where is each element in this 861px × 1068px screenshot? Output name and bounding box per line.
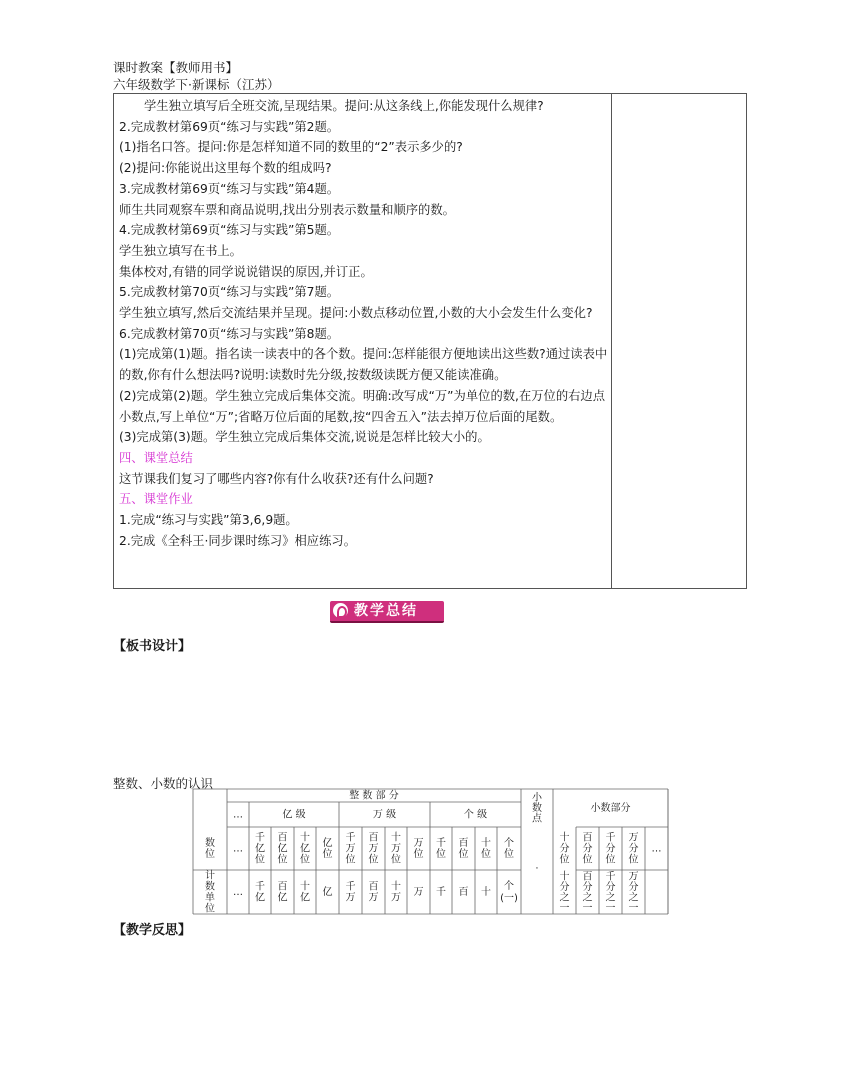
ellipsis: … (233, 843, 243, 855)
place-cell (255, 832, 265, 866)
svg-text:分: 分 (559, 881, 570, 893)
svg-text:亿: 亿 (255, 892, 265, 904)
unit-cell (481, 885, 491, 898)
svg-text:十: 十 (300, 881, 310, 893)
svg-text:位: 位 (205, 849, 215, 860)
place-cell (323, 836, 333, 860)
svg-text:位: 位 (322, 849, 333, 860)
lesson-paragraph: (2)完成第(2)题。学生独立完成后集体交流。明确:改写成“万”为单位的数,在万位的右边点小数点,写上单位“万”;省略万位后面的尾数,按“四舍五入”法去掉万位后面的尾数。 (119, 388, 606, 424)
section-heading: 四、课堂总结 (119, 450, 193, 465)
section-heading: 五、课堂作业 (119, 492, 193, 507)
svg-text:十: 十 (391, 832, 401, 844)
svg-text:十: 十 (481, 838, 491, 849)
svg-text:千: 千 (255, 832, 265, 844)
svg-text:千: 千 (605, 871, 616, 883)
svg-text:之: 之 (559, 892, 570, 904)
lesson-paragraph: 3.完成教材第69页“练习与实践”第4题。 (119, 181, 340, 196)
place-cell (300, 831, 310, 866)
svg-text:百: 百 (458, 887, 469, 898)
svg-text:一: 一 (582, 902, 593, 914)
row-label-place (205, 836, 215, 860)
svg-text:位: 位 (436, 849, 446, 860)
svg-text:千: 千 (436, 887, 446, 898)
svg-text:一: 一 (559, 902, 570, 914)
svg-text:百: 百 (368, 832, 379, 844)
svg-text:万: 万 (628, 832, 639, 844)
svg-text:百: 百 (368, 881, 379, 893)
svg-text:位: 位 (559, 854, 570, 866)
lesson-paragraph: (2)提问:你能说出这里每个数的组成吗? (119, 161, 332, 176)
svg-text:千: 千 (345, 832, 356, 844)
unit-cell (459, 886, 469, 898)
place-cell (459, 837, 469, 860)
svg-text:万: 万 (628, 871, 639, 883)
svg-text:计: 计 (205, 870, 215, 882)
svg-text:点: 点 (532, 813, 542, 825)
svg-text:亿: 亿 (300, 892, 310, 904)
lesson-paragraph: 集体校对,有错的同学说说错误的原因,并订正。 (119, 264, 373, 279)
svg-text:位: 位 (391, 854, 401, 866)
svg-text:亿: 亿 (277, 892, 288, 904)
svg-text:万: 万 (368, 892, 379, 904)
svg-text:之: 之 (605, 892, 616, 904)
lesson-paragraph: 5.完成教材第70页“练习与实践”第7题。 (119, 285, 340, 300)
svg-text:十: 十 (481, 887, 491, 898)
svg-text:亿: 亿 (255, 843, 265, 855)
decimal-dot: · (535, 863, 539, 875)
place-cell (391, 831, 401, 866)
svg-text:一: 一 (605, 902, 616, 914)
unit-cell (560, 869, 570, 914)
svg-text:千: 千 (605, 832, 616, 844)
lesson-paragraph: 学生独立填写后全班交流,呈现结果。提问:从这条线上,你能发现什么规律? (144, 99, 544, 113)
place-cell (560, 831, 570, 866)
level-header: 个 级 (463, 809, 488, 821)
unit-cell (606, 870, 616, 914)
lesson-paragraph: 2.完成《全科王·同步课时练习》相应练习。 (119, 533, 356, 548)
svg-text:小: 小 (532, 792, 542, 804)
svg-text:位: 位 (504, 849, 514, 860)
place-cell (346, 832, 356, 866)
svg-text:位: 位 (605, 854, 616, 866)
svg-text:万: 万 (345, 843, 356, 855)
svg-text:亿: 亿 (322, 838, 333, 849)
svg-text:十: 十 (559, 871, 570, 883)
svg-text:百: 百 (277, 832, 288, 844)
svg-text:个: 个 (504, 881, 514, 892)
svg-text:百: 百 (458, 838, 469, 849)
svg-text:万: 万 (345, 892, 356, 904)
ellipsis: … (233, 887, 243, 898)
integer-part-header: 整 数 部 分 (349, 790, 399, 802)
lesson-paragraph: 4.完成教材第69页“练习与实践”第5题。 (119, 223, 340, 238)
place-cell (504, 836, 514, 860)
unit-cell (323, 885, 333, 898)
svg-text:分: 分 (582, 843, 593, 855)
lesson-paragraph: 学生独立填写在书上。 (119, 243, 242, 258)
svg-text:分: 分 (605, 881, 616, 893)
lesson-paragraph: (1)完成第(1)题。指名读一读表中的各个数。提问:怎样能很方便地读出这些数?通过读表中的数,你有什么想法吗?说明:读数时先分级,按数级读既方便又能读准确。 (119, 347, 608, 383)
svg-text:十: 十 (300, 832, 310, 844)
lesson-paragraph: 2.完成教材第69页“练习与实践”第2题。 (119, 119, 340, 134)
svg-text:千: 千 (255, 881, 265, 893)
ellipsis: … (233, 809, 243, 821)
place-cell (481, 836, 491, 860)
place-cell (629, 832, 639, 866)
place-cell (369, 832, 379, 866)
svg-text:亿: 亿 (322, 887, 333, 898)
unit-cell (436, 886, 446, 898)
place-cell (414, 837, 424, 860)
unit-cell (500, 879, 518, 904)
svg-text:千: 千 (436, 838, 446, 849)
svg-text:万: 万 (413, 838, 424, 849)
svg-text:位: 位 (300, 854, 310, 866)
svg-text:位: 位 (481, 849, 491, 860)
row-label-unit (205, 869, 215, 915)
svg-text:位: 位 (582, 854, 593, 866)
lesson-paragraph: (3)完成第(3)题。学生独立完成后集体交流,说说是怎样比较大小的。 (119, 430, 490, 445)
board-design-heading: 【板书设计】 (113, 639, 192, 654)
svg-text:(一): (一) (500, 893, 518, 904)
lesson-paragraph: 6.完成教材第70页“练习与实践”第8题。 (119, 326, 340, 341)
lesson-paragraph: 1.完成“练习与实践”第3,6,9题。 (119, 513, 298, 528)
svg-text:万: 万 (413, 887, 424, 898)
units-table-title: 整数、小数的认识 (113, 776, 214, 791)
svg-text:数: 数 (205, 838, 215, 849)
unit-cell (255, 881, 265, 904)
svg-text:分: 分 (582, 881, 593, 893)
svg-text:分: 分 (628, 843, 639, 855)
svg-text:百: 百 (277, 881, 288, 893)
svg-text:位: 位 (628, 854, 639, 866)
lesson-paragraph: 学生独立填写,然后交流结果并呈现。提问:小数点移动位置,小数的大小会发生什么变化? (119, 306, 593, 321)
ellipsis: … (651, 843, 662, 855)
svg-text:分: 分 (559, 843, 570, 855)
svg-text:万: 万 (368, 843, 379, 855)
svg-text:万: 万 (391, 892, 401, 904)
header-subtitle: 六年级数学下·新课标（江苏） (113, 77, 280, 92)
svg-text:个: 个 (504, 838, 514, 849)
svg-text:十: 十 (391, 881, 401, 893)
level-header: 万 级 (372, 809, 397, 821)
reflection-heading: 【教学反思】 (113, 923, 192, 938)
lesson-paragraph: (1)指名口答。提问:你是怎样知道不同的数里的“2”表示多少的? (119, 140, 463, 155)
decimal-point-header (532, 791, 543, 825)
svg-text:位: 位 (255, 854, 265, 866)
header-title: 课时教案【教师用书】 (113, 60, 239, 75)
banner-title: 教学总结 (354, 603, 418, 619)
decimal-part-header: 小数部分 (590, 803, 631, 814)
unit-cell (583, 870, 593, 914)
svg-text:亿: 亿 (300, 843, 310, 855)
unit-cell (369, 881, 379, 904)
unit-cell (278, 881, 288, 904)
lesson-paragraph: 这节课我们复习了哪些内容?你有什么收获?还有什么问题? (119, 471, 434, 486)
svg-text:位: 位 (413, 849, 424, 860)
svg-text:位: 位 (458, 849, 469, 860)
svg-text:单: 单 (205, 892, 215, 904)
svg-text:千: 千 (345, 881, 356, 893)
svg-text:位: 位 (205, 903, 215, 915)
place-cell (278, 832, 288, 866)
svg-text:位: 位 (345, 854, 356, 866)
svg-text:十: 十 (559, 832, 570, 844)
unit-cell (414, 886, 424, 898)
svg-text:分: 分 (628, 881, 639, 893)
svg-text:百: 百 (582, 871, 593, 883)
svg-text:数: 数 (532, 803, 542, 814)
place-cell (436, 837, 446, 860)
svg-text:之: 之 (628, 892, 639, 904)
svg-text:位: 位 (368, 854, 379, 866)
level-header: 亿 级 (282, 809, 306, 821)
lesson-paragraph: 师生共同观察车票和商品说明,找出分别表示数量和顺序的数。 (119, 202, 455, 217)
unit-cell (346, 881, 356, 904)
svg-text:数: 数 (205, 881, 215, 893)
place-cell (583, 832, 593, 866)
svg-text:百: 百 (582, 832, 593, 844)
unit-cell (629, 870, 639, 914)
svg-text:分: 分 (605, 843, 616, 855)
svg-text:位: 位 (277, 854, 288, 866)
svg-text:之: 之 (582, 892, 593, 904)
unit-cell (300, 880, 310, 904)
place-cell (606, 832, 616, 866)
svg-text:亿: 亿 (277, 843, 288, 855)
svg-text:一: 一 (628, 902, 639, 914)
svg-text:万: 万 (391, 843, 401, 855)
unit-cell (391, 880, 401, 904)
